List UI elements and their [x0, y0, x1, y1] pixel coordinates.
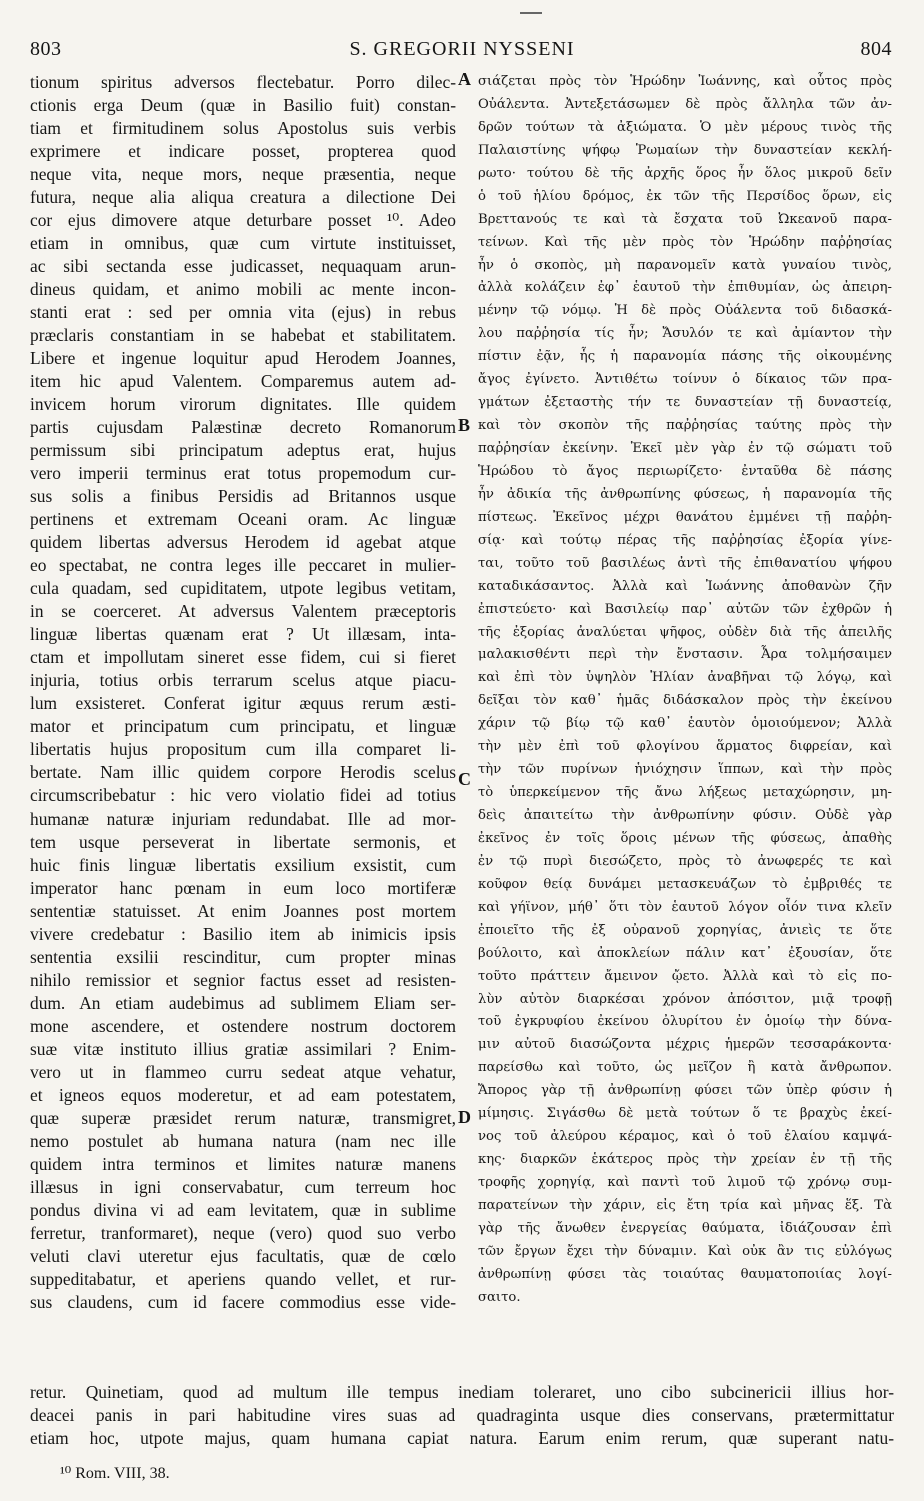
margin-letter-b: B: [458, 415, 471, 435]
latin-line: quidem libertas adversus Herodem id agebat atque: [30, 532, 456, 553]
latin-line: huic finis linguæ libertatis exsilium exsistit, cum: [30, 854, 456, 875]
greek-line: σίᾳ· καὶ τούτῳ πέρας τῆς παῤῥησίας ἐξορία γίνε-: [478, 532, 892, 548]
latin-line: præclaris constantiam in se habebat et stabilitatem.: [30, 325, 456, 346]
greek-line: Ἄπορος γὰρ τῇ ἀνθρωπίνῃ φύσει τῶν ὑπὲρ φύσιν ἡ: [478, 1083, 892, 1099]
greek-line: παρείσθω καὶ τοῦτο, ὡς μεῖζον ἢ κατὰ ἄνθρωπον.: [478, 1060, 892, 1076]
footnote: ¹⁰ Rom. VIII, 38.: [60, 1465, 170, 1482]
greek-line: τροφῆς χορηγίᾳ, καὶ παντὶ τοῦ λιμοῦ τῷ χρόνῳ συμ-: [478, 1175, 892, 1190]
latin-line: Libere et ingenue loquitur apud Herodem Joannes,: [30, 348, 456, 369]
greek-line: μίμησις. Σιγάσθω δὲ μετὰ τούτων ὅ τε βραχὺς ἐκεί-: [478, 1106, 892, 1122]
greek-line: μένην τῷ νόμῳ. Ἡ δὲ πρὸς Οὐάλεντα τοῦ διδασκά-: [478, 303, 892, 319]
greek-line: Παλαιστίνης ψήφῳ Ῥωμαίων τὴν δυναστείαν κεκλή-: [478, 142, 892, 158]
greek-line: δρῶν τούτων τὰ ἀξιώματα. Ὁ μὲν μέρους τινὸς τῆς: [478, 119, 892, 135]
latin-line: lum exsisteret. Conferat igitur æquus rerum æsti-: [30, 693, 456, 714]
latin-line: exprimere et indicare posset, propterea quod: [30, 141, 456, 162]
top-rule: [520, 12, 542, 14]
greek-line: κοῦφον θείᾳ δυνάμει μετασκευάζων τὸ ἐμβριθές τε: [478, 876, 892, 892]
greek-line: καὶ ἐπὶ τὸν ὑψηλὸν Ἠλίαν ἀναβῆναι τῷ λόγῳ, καὶ: [478, 670, 892, 686]
latin-line: ac sibi sectanda esse judicasset, nequaquam arun-: [30, 256, 456, 277]
latin-line: in se coerceret. At adversus Valentem præceptoris: [30, 601, 456, 622]
latin-line: partis cujusdam Palæstinæ decreto Romanorum: [30, 417, 456, 438]
latin-line: libertatis hujus propositum cum illa comparet li-: [30, 739, 456, 760]
greek-line: παρατείνων τὴν χάριν, εἰς ἔτη τρία καὶ μῆνας ἕξ. Τὰ: [478, 1197, 892, 1213]
latin-line: circumscribebatur : hic vero violatio fidei ad totius: [30, 785, 456, 806]
latin-line: cula quadam, sed cupiditatem, utpote legibus vetitam,: [30, 578, 456, 599]
greek-line: ται, τοῦτο τοῦ βασιλέως ἀντὶ τῆς ἐπιθανατίου ψήφου: [478, 555, 892, 571]
page-header: [0, 38, 924, 68]
latin-line: dum. An etiam audebimus ad sublimem Eliam ser-: [30, 992, 456, 1013]
greek-line: τὸ ὑπερκείμενον τῆς ἄνω λήξεως μεταχώρησιν, μη-: [478, 785, 892, 801]
greek-line: ἦν ὁ σκοπὸς, μὴ παρανομεῖν κατὰ γυναίου τινὸς,: [478, 257, 892, 273]
latin-line: eo spectabat, ne contra leges ille peccaret in mulier-: [30, 555, 456, 576]
greek-line: καταδικάσαντος. Ἀλλὰ καὶ Ἰωάννης ἀποθανὼν ζῆν: [478, 578, 892, 594]
latin-line: dineus quidam, et animo mobili ac mente incon-: [30, 279, 456, 300]
latin-line: mator et principatum cum principatu, et linguæ: [30, 716, 456, 737]
page-number-left: 803: [30, 38, 62, 60]
latin-line: futura, neque alia aliqua creatura a dilectione Dei: [30, 187, 456, 208]
full-width-text: [30, 1381, 894, 1450]
latin-line: et igneos equos moderetur, et ad eam potestatem,: [30, 1084, 456, 1105]
greek-line: τῶν ἔργων ἔχει τὴν δύναμιν. Καὶ οὐκ ἂν τις εὐλόγως: [478, 1243, 892, 1259]
greek-line: ἐπιστεύετο· καὶ Βασιλείῳ παρ᾽ αὐτῶν τῶν ἐχθρῶν ἡ: [478, 601, 892, 617]
greek-line: τὴν τῶν πυρίνων ἡνιόχησιν ἵππων, καὶ τὴν πρὸς: [478, 762, 892, 778]
latin-line: vero ut in flammeo curru sedeat atque vehatur,: [30, 1061, 456, 1082]
greek-line: ἀνθρωπίνῃ φύσει τὰς τοιαύτας θαυματοποιίας λογί-: [478, 1266, 892, 1282]
greek-line: Οὐάλεντα. Ἀντεξετάσωμεν δὲ πρὸς ἄλληλα τῶν ἀν-: [478, 96, 892, 112]
greek-line: τὴν μὲν ἐπὶ τοῦ φλογίνου ἅρματος διφρείαν, καὶ: [478, 739, 892, 755]
latin-line: illæsus in igni conservabatur, cum terreum hoc: [30, 1176, 456, 1197]
greek-line: δεῖξαι τὸν καθ᾽ ἡμᾶς διδάσκαλον πρὸς τὴν ἐκείνου: [478, 693, 892, 709]
greek-line: γμάτων ἐξεταστὴς τήν τε δυναστείαν τῇ δυναστείᾳ,: [478, 395, 892, 411]
full-width-line: etiam hoc, utpote majus, quam humana capiat natura. Earum enim rerum, quæ superant natu-: [30, 1428, 894, 1448]
latin-line: pertinens et extremam Oceani oram. Ac linguæ: [30, 509, 456, 530]
greek-line: ἐκεῖνος ἐν τοῖς ὅροις μένων τῆς φύσεως, ἀπαθὴς: [478, 830, 892, 846]
latin-line: sus solis a finibus Persidis ad Britannos usque: [30, 486, 456, 507]
latin-line: ferretur, tranformaret), neque (vero) quod suo verbo: [30, 1222, 456, 1243]
latin-line: nemo postulet ab humana natura (nam nec ille: [30, 1130, 456, 1151]
latin-line: nihilo remissior et segnior factus esset ad resisten-: [30, 969, 456, 990]
latin-line: invicem horum virorum dignitates. Ille quidem: [30, 394, 456, 415]
latin-line: ctam et impollutam sineret esse fidem, cui si fieret: [30, 647, 456, 668]
latin-line: humanæ naturæ injuriam redundabat. Ille ad mor-: [30, 808, 456, 829]
latin-line: injuria, totius orbis terrarum scelus atque piacu-: [30, 670, 456, 691]
latin-line: imperator hanc pœnam in eum loco mortiferæ: [30, 877, 456, 898]
greek-line: τοῦτο πράττειν ἄμεινον ᾤετο. Ἀλλὰ καὶ τὸ εἰς πο-: [478, 968, 892, 984]
latin-line: bertate. Nam illic quidem corpore Herodis scelus: [30, 762, 456, 783]
greek-column: [478, 71, 892, 1310]
greek-line: ὁ τοῦ ἡλίου δρόμος, ἐκ τῶν τῆς Περσίδος ὅρων, εἰς: [478, 188, 892, 204]
latin-line: sententiæ statuisset. At enim Joannes post mortem: [30, 900, 456, 921]
greek-line: τῆς ἐξορίας ἀναλύεται ψῆφος, οὐδὲν διὰ τῆς ἀπειλῆς: [478, 624, 892, 640]
greek-line: νος τοῦ ἀλεύρου κέραμος, καὶ ὁ τοῦ ἐλαίου καμψά-: [478, 1129, 892, 1145]
greek-line: Ἡρώδου τὸ ἄγος περιωρίζετο· ἐνταῦθα δὲ πάσης: [478, 463, 892, 479]
latin-line: sus claudens, cum id facere commodius esse vide-: [30, 1291, 456, 1312]
greek-line: μιν αὐτοῦ διασώζοντα μέχρις ἡμερῶν τεσσαράκοντα·: [478, 1037, 892, 1053]
greek-line: λου παῤῥησία τίς ἦν; Ἄσυλόν τε καὶ ἀμίαντον τὴν: [478, 326, 892, 342]
greek-line: κης· διαρκῶν ἑκάτερος πρὸς τὴν χρείαν ἐν τῇ τῆς: [478, 1152, 892, 1168]
greek-line: ρωτο· τούτου δὲ τῆς ἀρχῆς ὅρος ἦν ὅλος μικροῦ δεῖν: [478, 165, 892, 181]
latin-line: vivere credebatur : Basilio item ab inimicis ipsis: [30, 923, 456, 944]
latin-line: suppeditabatur, et aperiens quando vellet, et rur-: [30, 1268, 456, 1289]
latin-column: [30, 71, 456, 1314]
latin-line: neque vita, neque mors, neque præsentia, neque: [30, 164, 456, 185]
margin-letter-a: A: [458, 69, 471, 89]
running-head: S. GREGORII NYSSENI: [349, 38, 575, 60]
greek-line: λὺν αὐτὸν διαρκέσαι χρόνον ἀπόσιτον, μιᾷ τροφῇ: [478, 991, 892, 1007]
greek-line: Βρεττανούς τε καὶ τὰ ἔσχατα τοῦ Ὠκεανοῦ παρα-: [478, 211, 892, 227]
greek-line: τοῦ ἐγκρυφίου ἐκείνου ὀλυρίτου ἐν ὁμοίῳ τὴν δύνα-: [478, 1014, 892, 1030]
full-width-line: retur. Quinetiam, quod ad multum ille tempus inediam toleraret, uno cibo subcinericii illius hor-: [30, 1382, 894, 1402]
latin-line: suæ vitæ instituto illius gratiæ assimilari ? Enim-: [30, 1038, 456, 1059]
latin-line: mone ascendere, et ostendere nostrum doctorem: [30, 1015, 456, 1036]
latin-line: quæ superæ præsidet rerum naturæ, transmigret,: [30, 1107, 456, 1128]
greek-line: καὶ γήϊνον, μήθ᾽ ὅτι τὸν ἑαυτοῦ λόγον οἷόν τινα κλεῖν: [478, 899, 892, 915]
greek-line: σιάζεται πρὸς τὸν Ἡρώδην Ἰωάννης, καὶ οὗτος πρὸς: [478, 74, 892, 89]
latin-line: sententia exsilii rescinditur, cum propter minas: [30, 946, 456, 967]
greek-line: παῤῥησίαν ἐκείνην. Ἐκεῖ μὲν γὰρ ἐν τῷ σώματι τοῦ: [478, 441, 892, 456]
latin-line: ctionis erga Deum (quæ in Basilio fuit) constan-: [30, 95, 456, 116]
latin-line: permissum sibi principatum adeptus erat, hujus: [30, 440, 456, 461]
greek-line: δεὶς ἀπαιτείτω τὴν ἀνθρωπίνην φύσιν. Οὐδὲ γὰρ: [478, 808, 892, 823]
greek-line: γὰρ τῆς ἄνωθεν ἐνεργείας θαύματα, ἰδιάζουσαν ἐπὶ: [478, 1220, 892, 1236]
margin-letter-d: D: [458, 1107, 471, 1127]
full-width-line: deacei panis in pari habitudine vires suas ad quadraginta usque dies conservans, prætermittatur: [30, 1405, 894, 1425]
latin-line: veluti clavi uteretur ejus facultatis, quæ de cœlo: [30, 1245, 456, 1266]
greek-line: μαλακισθέντι περὶ τὴν ἔνστασιν. Ἆρα τολμήσαιμεν: [478, 647, 892, 663]
latin-line: pondus divina vi ad eam levitatem, quæ in sublime: [30, 1199, 456, 1220]
greek-line: καὶ τὸν σκοπὸν τῆς παῤῥησίας ταύτης πρὸς τὴν: [478, 418, 892, 434]
latin-line: tem usque perseverat in libertate sermonis, et: [30, 831, 456, 852]
greek-line: ἀλλὰ κολάζειν ἐφ᾽ ἑαυτοῦ τὴν ἐπιθυμίαν, ὡς ἀπειρη-: [478, 280, 892, 296]
greek-line: πίστεως. Ἐκεῖνος μέχρι θανάτου ἐμμένει τῇ παῤῥη-: [478, 509, 892, 525]
latin-line: linguæ libertas quænam erat ? Ut illæsam, inta-: [30, 624, 456, 645]
greek-line: ἄγος ἐγίνετο. Ἀντιθέτω τοίνυν ὁ δίκαιος τῶν πρα-: [478, 372, 892, 388]
latin-line: cor ejus dimovere atque deturbare posset ¹⁰. Adeo: [30, 210, 456, 231]
margin-letter-c: C: [458, 769, 471, 789]
latin-line: tiam et firmitudinem solus Apostolus suis verbis: [30, 118, 456, 139]
greek-line: βούλοιτο, καὶ ἀποκλείων πάλιν κατ᾽ ἐξουσίαν, ὅτε: [478, 945, 892, 961]
latin-line: quidem intra terminos et limites naturæ manens: [30, 1153, 456, 1174]
greek-line: ἐν τῷ πυρὶ διεσώζετο, πρὸς τὸ ἀνωφερές τε καὶ: [478, 853, 892, 869]
latin-line: tionum spiritus adversos flectebatur. Porro dilec-: [30, 72, 456, 92]
latin-line: vero imperii terminus erat totus propemodum cur-: [30, 463, 456, 484]
greek-line: τείνων. Καὶ τῆς μὲν πρὸς τὸν Ἡρώδην παῤῥησίας: [478, 234, 892, 250]
greek-line: σαιτο.: [478, 1289, 521, 1305]
page-number-right: 804: [860, 38, 892, 60]
greek-line: ἐποιεῖτο τῆς ἐξ οὐρανοῦ χορηγίας, ἀνιεὶς τε ὅτε: [478, 922, 892, 938]
greek-line: πίστιν ἐᾷν, ἧς ἡ παρανομία πάσης τῆς οἰκουμένης: [478, 349, 892, 365]
latin-line: item hic apud Valentem. Comparemus autem ad-: [30, 371, 456, 392]
latin-line: etiam in omnibus, quæ cum virtute instituisset,: [30, 233, 456, 254]
latin-line: stanti erat : sed per omnia vita (ejus) in rebus: [30, 302, 456, 323]
greek-line: χάριν τῷ βίῳ τῷ καθ᾽ ἑαυτὸν ὁμοιούμενον; Ἀλλὰ: [478, 716, 892, 732]
greek-line: ἦν ἀδικία τῆς ἀνθρωπίνης φύσεως, ἡ παρανομία τῆς: [478, 486, 892, 502]
